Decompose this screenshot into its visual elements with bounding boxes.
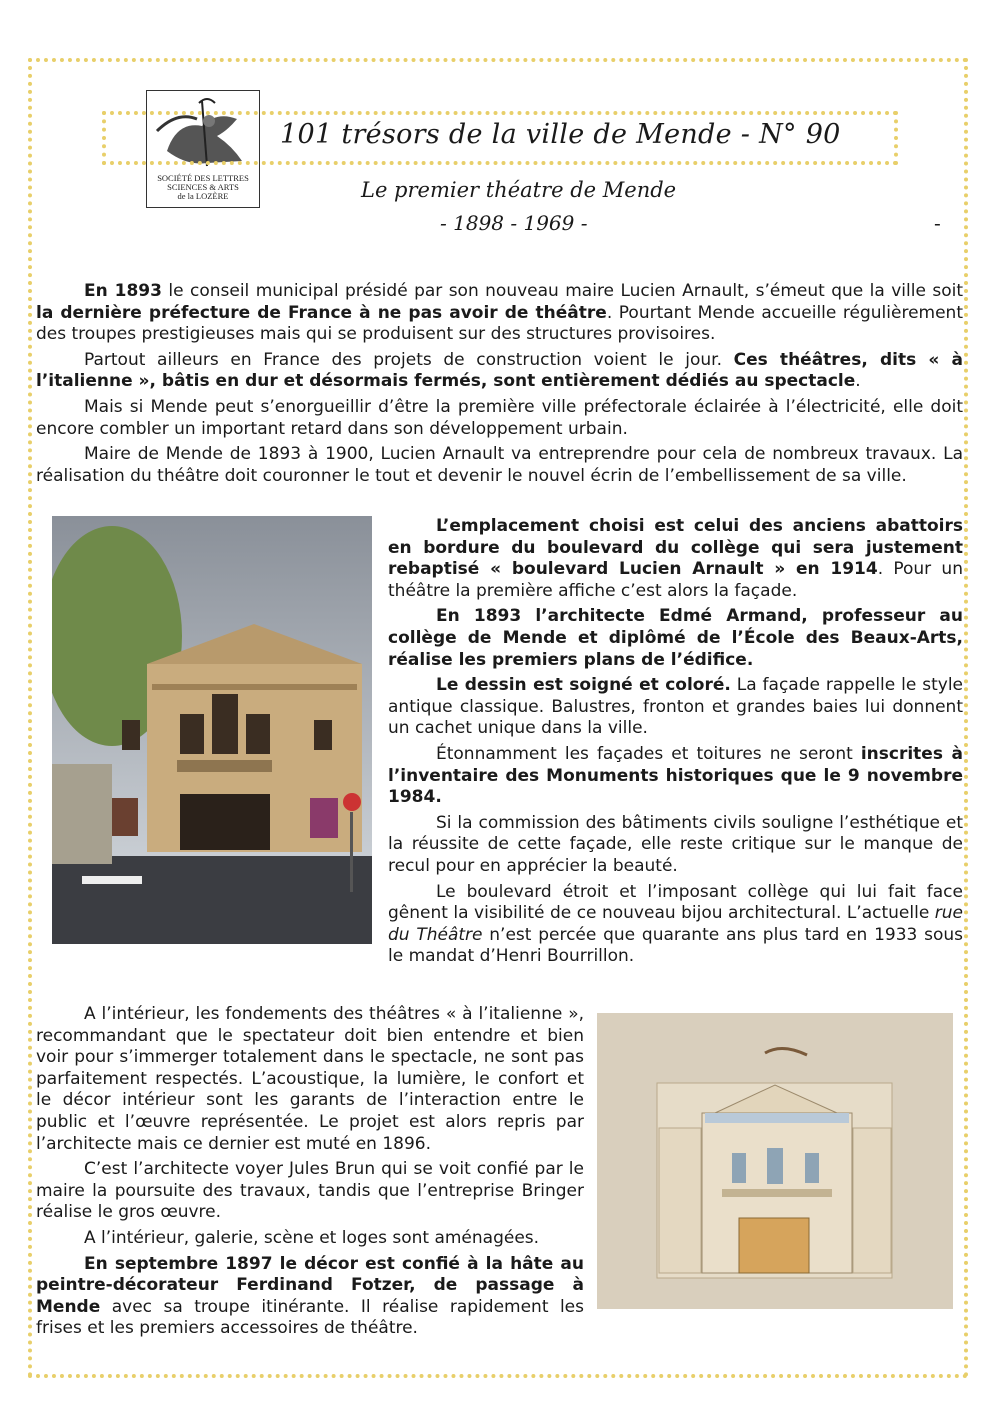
trailing-dash: - <box>934 211 941 235</box>
paragraph-11: A l’intérieur, les fondements des théâtres « à l’italienne », recommandant que le spectateur doit bien entendre et bien voir pour s’immerger totalement dans le spectacle, ne sont pas parfaitement respectés. L’acoustique, la lumière, le confort et le décor intérieur sont les garants de l’interaction entre le public et l’œuvre représentée. Le projet est alors repris par l’architecte mais ce dernier est muté en 1896. <box>36 1004 584 1154</box>
paragraph-3: Mais si Mende peut s’enorgueillir d’être la première ville préfectorale éclairée à l’électricité, elle doit encore combler un important retard dans son développement urbain. <box>36 396 963 439</box>
page-subtitle: Le premier théatre de Mende <box>361 178 677 202</box>
paragraph-8: Étonnamment les façades et toitures ne seront inscrites à l’inventaire des Monuments historiques que le 9 novembre 1984. <box>388 743 963 808</box>
date-range: - 1898 - 1969 - <box>440 211 588 235</box>
paragraph-5: L’emplacement choisi est celui des anciens abattoirs en bordure du boulevard du collège qui sera justement rebaptisé « boulevard Lucien Arnault » en 1914. Pour un théâtre la première affiche c’est alors la façade. <box>388 516 963 601</box>
architect-drawing <box>597 1013 953 1309</box>
paragraph-9: Si la commission des bâtiments civils souligne l’esthétique et la réussite de cette façade, elle reste critique sur le manque de recul pour en apprécier la beauté. <box>388 812 963 876</box>
right-column-text <box>388 516 963 972</box>
paragraph-4: Maire de Mende de 1893 à 1900, Lucien Arnault va entreprendre pour cela de nombreux travaux. La réalisation du théâtre doit couronner le tout et devenir le nouvel écrin de l’embellissement de sa ville. <box>36 444 963 486</box>
logo-line-3: de la LOZÈRE <box>177 191 229 201</box>
paragraph-2: Partout ailleurs en France des projets de construction voient le jour. Ces théâtres, dits « à l’italienne », bâtis en dur et désormais fermés, sont entièrement dédiés au spectacle. <box>36 349 963 392</box>
paragraph-6: En 1893 l’architecte Edmé Armand, professeur au collège de Mende et diplômé de l’École des Beaux-Arts, réalise les premiers plans de l’édifice. <box>388 606 963 670</box>
paragraph-10: Le boulevard étroit et l’imposant collège qui lui fait face gênent la visibilité de ce nouveau bijou architectural. L’actuelle rue du Théâtre n’est percée que quarante ans plus tard en 1933 sous le mandat d’Henri Bourrillon. <box>388 881 963 967</box>
left-column-text <box>36 1004 584 1344</box>
paragraph-12: C’est l’architecte voyer Jules Brun qui se voit confié par le maire la poursuite des travaux, tandis que l’entreprise Bringer réalise le gros œuvre. <box>36 1159 584 1223</box>
paragraph-13: A l’intérieur, galerie, scène et loges sont aménagées. <box>84 1227 540 1248</box>
logo-caption <box>147 174 259 201</box>
paragraph-1: En 1893 le conseil municipal présidé par son nouveau maire Lucien Arnault, s’émeut que la ville soit la dernière préfecture de France à ne pas avoir de théâtre. Pourtant Mende accueille régulièrement des troupes prestigieuses mais qui se produisent sur des structures provisoires. <box>36 281 963 345</box>
paragraph-14: En septembre 1897 le décor est confié à la hâte au peintre-décorateur Ferdinand Fotzer, de passage à Mende avec sa troupe itinérante. Il réalise rapidement les frises et les premiers accessoires de théâtre. <box>36 1253 584 1339</box>
logo-line-2: SCIENCES & ARTS <box>167 182 239 192</box>
theatre-photo <box>52 516 372 944</box>
intro-text <box>36 281 963 491</box>
page-title: 101 trésors de la ville de Mende - N° 90 <box>280 119 841 150</box>
paragraph-7: Le dessin est soigné et coloré. La façade rappelle le style antique classique. Balustres, fronton et grandes baies lui donnent un cachet unique dans la ville. <box>388 675 963 739</box>
logo-line-1: SOCIÉTÉ DES LETTRES <box>157 173 249 183</box>
